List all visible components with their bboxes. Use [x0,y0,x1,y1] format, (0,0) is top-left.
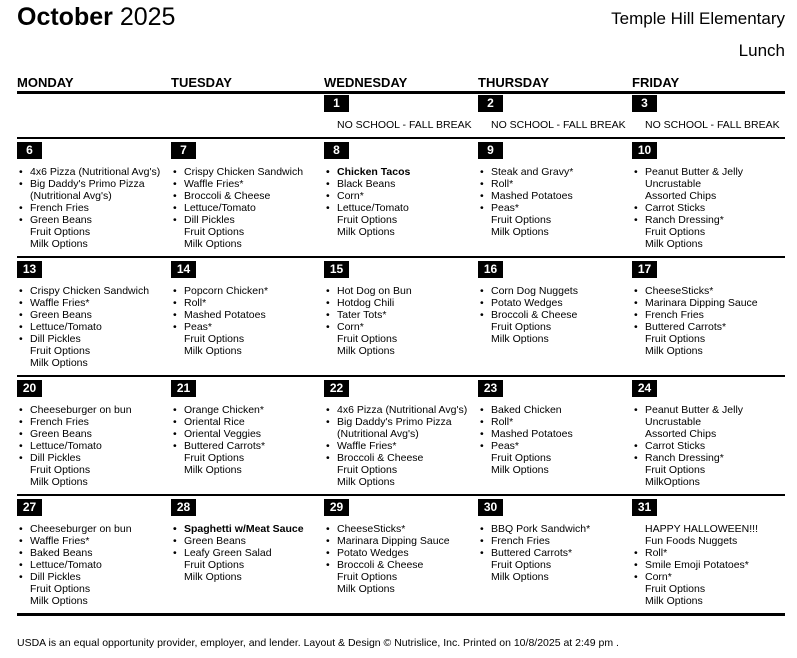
menu-item: (Nutritional Avg's) [337,428,419,440]
menu-item: • Waffle Fries* [17,297,167,309]
menu-item: • Corn* [324,190,474,202]
menu-item: • Peas* [478,440,628,452]
date-number: 23 [478,380,503,397]
menu-item: • Waffle Fries* [324,440,474,452]
menu-item: • Big Daddy's Primo Pizza [17,178,167,190]
menu-item: • Roll* [478,178,628,190]
menu-item: Fruit Options [30,583,91,595]
menu-item: Fruit Options [645,226,706,238]
menu-item: • Lettuce/Tomato [171,202,321,214]
menu-item: • Potato Wedges [324,547,474,559]
menu-item: • Corn Dog Nuggets [478,285,628,297]
meal-type: Lunch [738,41,785,60]
menu-item: • Crispy Chicken Sandwich [17,285,167,297]
date-number: 20 [17,380,42,397]
date-number: 10 [632,142,657,159]
menu-item: • French Fries [478,535,628,547]
day-header-thursday: THURSDAY [478,75,550,90]
date-number: 30 [478,499,503,516]
menu-item: • Buttered Carrots* [632,321,782,333]
menu-item: • CheeseSticks* [324,523,474,535]
menu-item: Uncrustable [645,416,702,428]
menu-item: Milk Options [30,595,88,607]
menu-item: Fruit Options [184,559,245,571]
page-title [17,2,175,32]
menu-item: Milk Options [491,333,549,345]
menu-list [17,523,167,607]
menu-list [324,404,474,488]
date-number: 3 [632,95,657,112]
menu-item: • Marinara Dipping Sauce [632,297,782,309]
menu-item: • Steak and Gravy* [478,166,628,178]
header-rule [17,91,785,94]
menu-item: • Green Beans [17,309,167,321]
menu-item: • Chicken Tacos [324,166,474,178]
menu-item: • Lettuce/Tomato [17,321,167,333]
menu-item: • Waffle Fries* [17,535,167,547]
menu-item: Milk Options [184,571,242,583]
menu-item: • Corn* [632,571,782,583]
menu-item: Fruit Options [491,559,552,571]
menu-item: Fruit Options [30,226,91,238]
menu-item: • Roll* [632,547,782,559]
date-number: 29 [324,499,349,516]
week-divider [17,256,785,258]
menu-item: Milk Options [30,357,88,369]
menu-item: • CheeseSticks* [632,285,782,297]
menu-list [324,166,474,238]
menu-item: • Smile Emoji Potatoes* [632,559,782,571]
menu-item: • Lettuce/Tomato [17,559,167,571]
menu-list [324,119,474,131]
menu-list [478,523,628,583]
date-number: 22 [324,380,349,397]
menu-item: • Roll* [478,416,628,428]
menu-item: • Waffle Fries* [171,178,321,190]
menu-list [17,285,167,369]
menu-item: Milk Options [645,345,703,357]
menu-item: • Ranch Dressing* [632,214,782,226]
date-number: 9 [478,142,503,159]
menu-item: • Cheeseburger on bun [17,523,167,535]
date-number: 21 [171,380,196,397]
menu-item: Assorted Chips [645,428,717,440]
day-header-wednesday: WEDNESDAY [324,75,408,90]
menu-item: • Oriental Veggies [171,428,321,440]
menu-item: • Crispy Chicken Sandwich [171,166,321,178]
menu-item: • Corn* [324,321,474,333]
menu-item: Fruit Options [337,333,398,345]
menu-list [171,166,321,250]
menu-list [632,523,782,607]
menu-item: • BBQ Pork Sandwich* [478,523,628,535]
menu-item: • Big Daddy's Primo Pizza [324,416,474,428]
menu-item: Fun Foods Nuggets [645,535,738,547]
menu-item: Fruit Options [337,214,398,226]
menu-item: • Green Beans [17,214,167,226]
menu-item: • Broccoli & Cheese [324,559,474,571]
menu-item: Milk Options [30,476,88,488]
school-name: Temple Hill Elementary [611,9,785,28]
menu-item: • Carrot Sticks [632,440,782,452]
menu-item: • Tater Tots* [324,309,474,321]
menu-list [632,166,782,250]
menu-item: • Marinara Dipping Sauce [324,535,474,547]
menu-item: Fruit Options [645,464,706,476]
date-number: 6 [17,142,42,159]
menu-item: Milk Options [645,238,703,250]
footer-note: USDA is an equal opportunity provider, employer, and lender. Layout & Design © Nutrislice, Inc. Printed on 10/8/2025 at 2:49 pm . [17,637,619,649]
menu-item: Milk Options [184,238,242,250]
menu-item: Milk Options [337,583,395,595]
menu-list [171,285,321,357]
menu-item: • Mashed Potatoes [478,190,628,202]
date-number: 7 [171,142,196,159]
menu-item: Milk Options [491,226,549,238]
menu-item: • Mashed Potatoes [171,309,321,321]
menu-item: • Dill Pickles [17,452,167,464]
menu-list [324,285,474,357]
menu-item: HAPPY HALLOWEEN!!! [645,523,759,535]
menu-item: NO SCHOOL - FALL BREAK [645,119,780,131]
day-header-friday: FRIDAY [632,75,680,90]
menu-item: • Broccoli & Cheese [171,190,321,202]
menu-item: Milk Options [337,226,395,238]
menu-item: Fruit Options [30,464,91,476]
menu-item: • Peas* [478,202,628,214]
menu-item: • Popcorn Chicken* [171,285,321,297]
menu-item: Milk Options [645,595,703,607]
menu-item: • Broccoli & Cheese [478,309,628,321]
date-number: 13 [17,261,42,278]
menu-item: • French Fries [17,202,167,214]
menu-list [324,523,474,595]
menu-item: • Black Beans [324,178,474,190]
menu-item: MilkOptions [645,476,700,488]
week-divider [17,137,785,139]
menu-item: Fruit Options [645,333,706,345]
menu-item: Milk Options [337,345,395,357]
menu-item: Assorted Chips [645,190,717,202]
menu-item: • Broccoli & Cheese [324,452,474,464]
menu-item: • Mashed Potatoes [478,428,628,440]
menu-item: Milk Options [184,345,242,357]
date-number: 14 [171,261,196,278]
menu-item: • Lettuce/Tomato [324,202,474,214]
menu-item: • Dill Pickles [17,333,167,345]
menu-item: Uncrustable [645,178,702,190]
menu-item: Fruit Options [491,321,552,333]
menu-list [632,119,782,131]
menu-item: Fruit Options [337,571,398,583]
menu-list [478,404,628,476]
menu-item: • Roll* [171,297,321,309]
menu-item: Milk Options [337,476,395,488]
menu-item: • Potato Wedges [478,297,628,309]
menu-item: • French Fries [632,309,782,321]
menu-item: Fruit Options [645,583,706,595]
date-number: 16 [478,261,503,278]
menu-item: • Oriental Rice [171,416,321,428]
week-divider [17,494,785,496]
footer-rule [17,613,785,616]
menu-item: Fruit Options [184,226,245,238]
menu-item: • Leafy Green Salad [171,547,321,559]
week-divider [17,375,785,377]
month-label: October [17,3,113,31]
menu-item: Milk Options [491,464,549,476]
date-number: 1 [324,95,349,112]
menu-list [17,404,167,488]
menu-item: • Ranch Dressing* [632,452,782,464]
menu-item: Milk Options [184,464,242,476]
menu-item: • Orange Chicken* [171,404,321,416]
date-number: 2 [478,95,503,112]
menu-item: • Peanut Butter & Jelly [632,404,782,416]
menu-list [632,404,782,488]
date-number: 17 [632,261,657,278]
date-number: 31 [632,499,657,516]
menu-item: • French Fries [17,416,167,428]
date-number: 24 [632,380,657,397]
menu-item: • Peanut Butter & Jelly [632,166,782,178]
menu-item: Fruit Options [184,333,245,345]
menu-item: • Green Beans [171,535,321,547]
menu-item: Fruit Options [184,452,245,464]
menu-item: Fruit Options [30,345,91,357]
menu-item: • Spaghetti w/Meat Sauce [171,523,321,535]
menu-item: • Dill Pickles [171,214,321,226]
menu-item: • Lettuce/Tomato [17,440,167,452]
menu-item: • Baked Chicken [478,404,628,416]
menu-item: • Carrot Sticks [632,202,782,214]
menu-item: NO SCHOOL - FALL BREAK [337,119,472,131]
menu-item: • Green Beans [17,428,167,440]
date-number: 27 [17,499,42,516]
day-header-monday: MONDAY [17,75,74,90]
year-label: 2025 [119,3,176,31]
menu-item: (Nutritional Avg's) [30,190,112,202]
date-number: 28 [171,499,196,516]
menu-list [171,404,321,476]
menu-item: • Peas* [171,321,321,333]
menu-list [478,285,628,345]
menu-item: Fruit Options [491,452,552,464]
menu-item: Milk Options [491,571,549,583]
menu-item: Fruit Options [491,214,552,226]
date-number: 8 [324,142,349,159]
menu-item: • 4x6 Pizza (Nutritional Avg's) [17,166,167,178]
menu-item: Milk Options [30,238,88,250]
menu-item: • Baked Beans [17,547,167,559]
menu-item: NO SCHOOL - FALL BREAK [491,119,626,131]
menu-list [632,285,782,357]
menu-list [171,523,321,583]
menu-item: • Buttered Carrots* [478,547,628,559]
menu-list [478,166,628,238]
menu-list [17,166,167,250]
date-number: 15 [324,261,349,278]
menu-list [478,119,628,131]
menu-item: • Buttered Carrots* [171,440,321,452]
menu-item: • Hotdog Chili [324,297,474,309]
menu-item: • Hot Dog on Bun [324,285,474,297]
menu-item: • Cheeseburger on bun [17,404,167,416]
day-header-tuesday: TUESDAY [171,75,232,90]
menu-item: • 4x6 Pizza (Nutritional Avg's) [324,404,474,416]
menu-item: Fruit Options [337,464,398,476]
menu-item: • Dill Pickles [17,571,167,583]
